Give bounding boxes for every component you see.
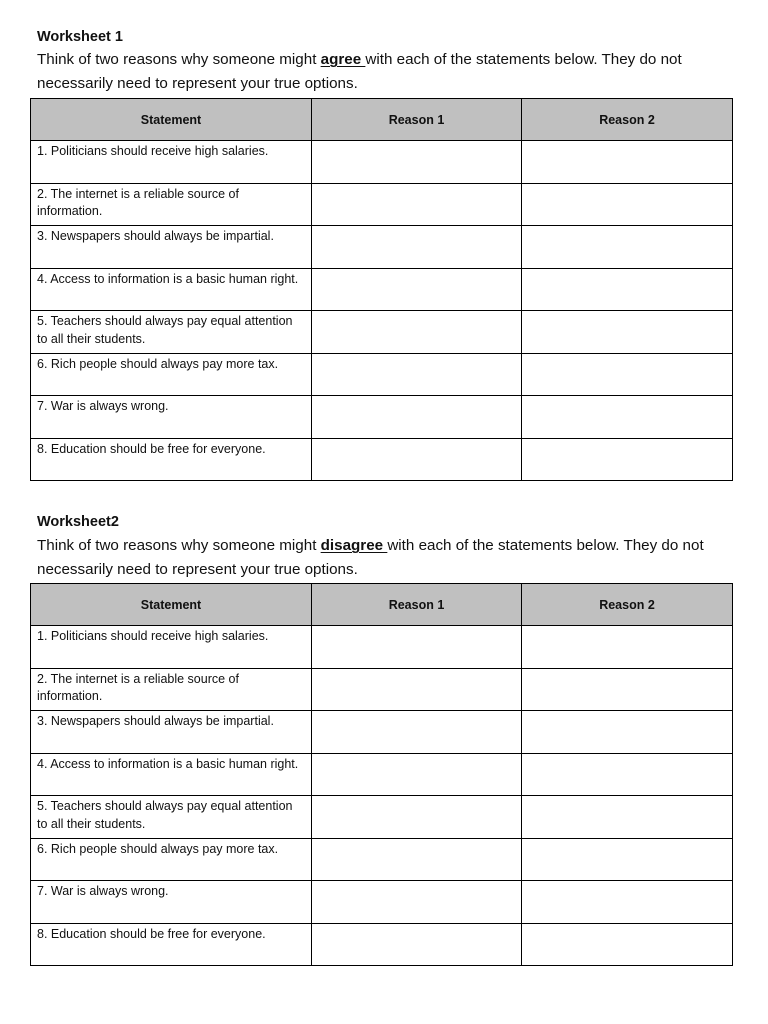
statement-cell: 2. The internet is a reliable source of information.	[31, 668, 312, 711]
column-header-reason-2: Reason 2	[522, 99, 733, 141]
column-header-reason-1: Reason 1	[312, 99, 522, 141]
table-row	[31, 353, 733, 396]
table-row	[31, 141, 733, 184]
reason-1-cell[interactable]	[312, 626, 522, 669]
statement-cell: 6. Rich people should always pay more tax.	[31, 838, 312, 881]
reason-1-cell[interactable]	[312, 668, 522, 711]
reason-2-cell[interactable]	[522, 141, 733, 184]
statement-cell: 1. Politicians should receive high salaries.	[31, 626, 312, 669]
reason-2-cell[interactable]	[522, 183, 733, 226]
column-header-statement: Statement	[31, 584, 312, 626]
table-row	[31, 923, 733, 966]
reason-2-cell[interactable]	[522, 438, 733, 481]
reason-1-cell[interactable]	[312, 753, 522, 796]
table-row	[31, 438, 733, 481]
reason-2-cell[interactable]	[522, 711, 733, 754]
statement-cell: 2. The internet is a reliable source of information.	[31, 183, 312, 226]
reason-2-cell[interactable]	[522, 881, 733, 924]
table-row	[31, 711, 733, 754]
reason-2-cell[interactable]	[522, 226, 733, 269]
column-header-reason-1: Reason 1	[312, 584, 522, 626]
table-row	[31, 311, 733, 354]
table-header-row	[31, 99, 733, 141]
table-row	[31, 183, 733, 226]
table-row	[31, 396, 733, 439]
reason-1-cell[interactable]	[312, 183, 522, 226]
worksheet-title: Worksheet 1	[37, 29, 123, 45]
reason-1-cell[interactable]	[312, 141, 522, 184]
reason-2-cell[interactable]	[522, 668, 733, 711]
table-row	[31, 668, 733, 711]
statement-cell: 5. Teachers should always pay equal attention to all their students.	[31, 796, 312, 839]
reason-2-cell[interactable]	[522, 626, 733, 669]
worksheet-title: Worksheet2	[37, 514, 119, 530]
reason-1-cell[interactable]	[312, 838, 522, 881]
statement-cell: 4. Access to information is a basic human right.	[31, 268, 312, 311]
instruction-keyword: agree	[320, 51, 366, 68]
instruction-keyword: disagree	[320, 537, 388, 554]
statement-cell: 1. Politicians should receive high salaries.	[31, 141, 312, 184]
worksheet-table	[30, 98, 733, 481]
worksheet-instructions	[37, 48, 742, 96]
table-row	[31, 268, 733, 311]
reason-1-cell[interactable]	[312, 711, 522, 754]
instruction-text-after: with each of the statements below. They do not necessarily need to represent your true options.	[37, 51, 682, 92]
table-header-row	[31, 584, 733, 626]
reason-1-cell[interactable]	[312, 268, 522, 311]
statement-cell: 8. Education should be free for everyone.	[31, 438, 312, 481]
reason-2-cell[interactable]	[522, 753, 733, 796]
table-row	[31, 796, 733, 839]
reason-2-cell[interactable]	[522, 796, 733, 839]
reason-1-cell[interactable]	[312, 796, 522, 839]
statement-cell: 7. War is always wrong.	[31, 881, 312, 924]
statement-cell: 3. Newspapers should always be impartial.	[31, 711, 312, 754]
reason-1-cell[interactable]	[312, 923, 522, 966]
reason-2-cell[interactable]	[522, 838, 733, 881]
instruction-text-before: Think of two reasons why someone might	[37, 51, 321, 68]
reason-1-cell[interactable]	[312, 353, 522, 396]
statement-cell: 8. Education should be free for everyone.	[31, 923, 312, 966]
instruction-text-before: Think of two reasons why someone might	[37, 537, 321, 554]
instruction-text-after: with each of the statements below. They do not necessarily need to represent your true options.	[37, 537, 704, 578]
reason-1-cell[interactable]	[312, 396, 522, 439]
column-header-reason-2: Reason 2	[522, 584, 733, 626]
worksheet-instructions	[37, 534, 742, 582]
worksheet-table	[30, 583, 733, 966]
table-row	[31, 226, 733, 269]
reason-1-cell[interactable]	[312, 881, 522, 924]
statement-cell: 6. Rich people should always pay more tax.	[31, 353, 312, 396]
table-row	[31, 753, 733, 796]
table-row	[31, 838, 733, 881]
reason-2-cell[interactable]	[522, 923, 733, 966]
statement-cell: 3. Newspapers should always be impartial.	[31, 226, 312, 269]
table-row	[31, 626, 733, 669]
reason-2-cell[interactable]	[522, 353, 733, 396]
reason-2-cell[interactable]	[522, 396, 733, 439]
statement-cell: 7. War is always wrong.	[31, 396, 312, 439]
reason-2-cell[interactable]	[522, 268, 733, 311]
column-header-statement: Statement	[31, 99, 312, 141]
table-row	[31, 881, 733, 924]
reason-1-cell[interactable]	[312, 226, 522, 269]
reason-2-cell[interactable]	[522, 311, 733, 354]
statement-cell: 4. Access to information is a basic human right.	[31, 753, 312, 796]
statement-cell: 5. Teachers should always pay equal attention to all their students.	[31, 311, 312, 354]
reason-1-cell[interactable]	[312, 438, 522, 481]
reason-1-cell[interactable]	[312, 311, 522, 354]
